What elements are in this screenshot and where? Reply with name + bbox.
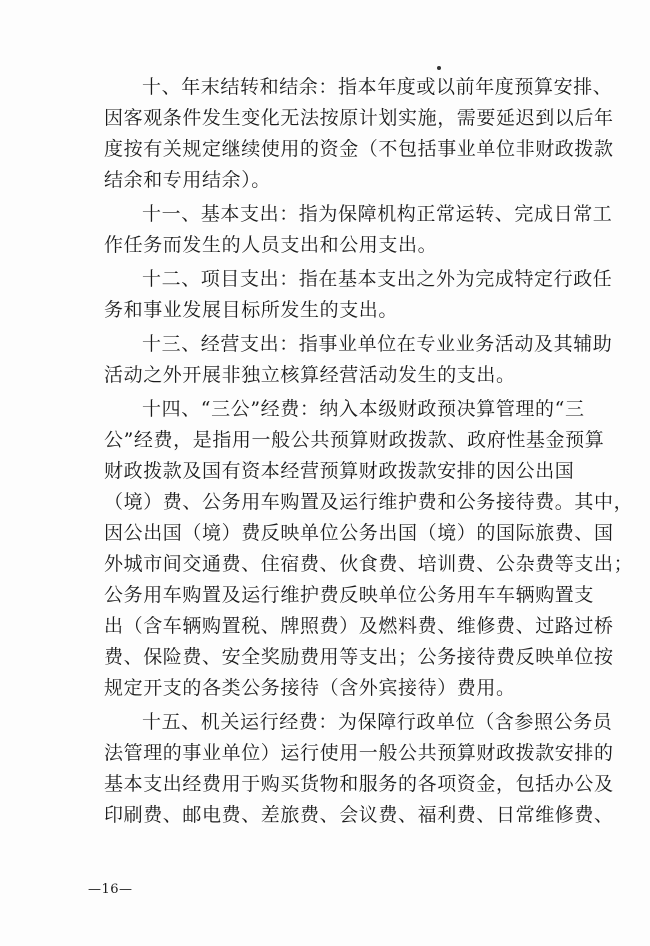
paragraph-basic-expenditure [104,199,613,261]
paragraph-three-public-expenses [104,394,634,704]
text-line: 度按有关规定继续使用的资金（不包括事业单位非财政拨款 [104,138,614,160]
paragraph-project-expenditure [104,264,613,326]
text-line: 印刷费、邮电费、差旅费、会议费、福利费、日常维修费、 [104,804,614,826]
text-line: 费、保险费、安全奖励费用等支出；公务接待费反映单位按 [104,646,614,668]
paragraph-agency-operating-funds [104,707,614,831]
text-line: 规定开支的各类公务接待（含外宾接待）费用。 [104,677,516,699]
text-line: 因公出国（境）费反映单位公务出国（境）的国际旅费、国 [104,522,614,544]
text-line: 十二、项目支出：指在基本支出之外为完成特定行政任 [142,268,613,290]
body-text [104,72,634,834]
page-number: —16— [88,882,133,897]
text-line: 因客观条件发生变化无法按原计划实施，需要延迟到以后年 [104,107,614,129]
text-line: 十三、经营支出：指事业单位在专业业务活动及其辅助 [142,333,613,355]
text-line: 十四、“三公”经费：纳入本级财政预决算管理的“三 [142,398,585,420]
text-line: 务和事业发展目标所发生的支出。 [104,299,399,321]
text-line: 法管理的事业单位）运行使用一般公共预算财政拨款安排的 [104,742,614,764]
text-line: 十五、机关运行经费：为保障行政单位（含参照公务员 [142,711,613,733]
text-line: 公务用车购置及运行维护费反映单位公务用车车辆购置支 [104,584,595,606]
text-line: （境）费、公务用车购置及运行维护费和公务接待费。其中， [104,491,634,513]
text-line: 十一、基本支出：指为保障机构正常运转、完成日常工 [142,203,613,225]
paragraph-operating-expenditure [104,329,613,391]
text-line: 出（含车辆购置税、牌照费）及燃料费、维修费、过路过桥 [104,615,614,637]
text-line: 外城市间交通费、住宿费、伙食费、培训费、公杂费等支出； [104,553,634,575]
text-line: 作任务而发生的人员支出和公用支出。 [104,234,438,256]
text-line: 十、年末结转和结余：指本年度或以前年度预算安排、 [142,76,613,98]
text-line: 基本支出经费用于购买货物和服务的各项资金，包括办公及 [104,773,614,795]
text-line: 公”经费，是指用一般公共预算财政拨款、政府性基金预算 [104,429,605,451]
paragraph-year-end-carryover [104,72,614,196]
text-line: 活动之外开展非独立核算经营活动发生的支出。 [104,364,516,386]
scan-artifact-dot [437,66,441,70]
text-line: 财政拨款及国有资本经营预算财政拨款安排的因公出国 [104,460,575,482]
text-line: 结余和专用结余）。 [104,169,271,191]
